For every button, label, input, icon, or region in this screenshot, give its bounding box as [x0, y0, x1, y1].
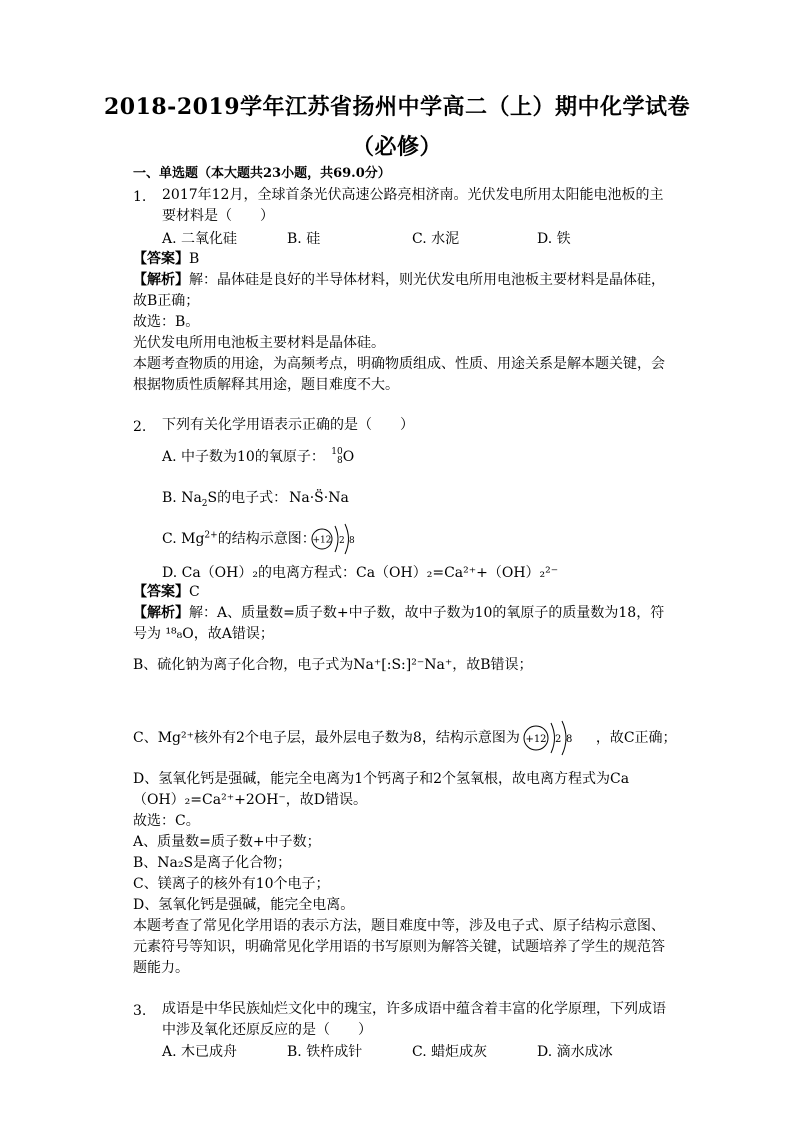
- answer-value: C: [189, 584, 200, 600]
- q2-summary-3: C、镁离子的核外有10个电子；: [133, 876, 330, 892]
- q1-analysis-line2: 故B正确；: [133, 293, 200, 309]
- q2-option-b: [162, 489, 349, 507]
- q2-option-c-sup: 2+: [204, 530, 218, 541]
- q1-number: 1.: [133, 189, 147, 205]
- q2-stem: 下列有关化学用语表示正确的是（ ）: [162, 417, 414, 433]
- shell-1-electrons: 2: [555, 734, 562, 745]
- q2-option-b-pre: B. Na: [162, 490, 202, 506]
- exam-title: 2018-2019学年江苏省扬州中学高二（上）期中化学试卷: [103, 94, 691, 120]
- q2-summary-2: B、Na₂S是离子化合物；: [133, 855, 292, 871]
- nucleus-charge: +12: [312, 535, 332, 546]
- answer-value: B: [189, 251, 200, 267]
- q3-option-d: D. 滴水成冰: [537, 1044, 613, 1060]
- analysis-tag: 【解析】: [133, 272, 189, 288]
- q1-stem-line1: 2017年12月，全球首条光伏高速公路亮相济南。光伏发电所用太阳能电池板的主: [162, 187, 664, 203]
- q2-option-c: [162, 530, 316, 548]
- q2-analysis-d-line1: D、氢氧化钙是强碱，能完全电离为1个钙离子和2个氢氧根，故电离方程式为Ca: [133, 771, 630, 787]
- q1-option-d: D. 铁: [537, 231, 571, 247]
- q1-option-b: B. 硅: [287, 231, 321, 247]
- q2-option-b-sub: 2: [201, 498, 208, 509]
- analysis-text: 解：A、质量数=质子数+中子数，故中子数为10的氧原子的质量数为18，符: [189, 605, 665, 621]
- q1-answer: [133, 250, 199, 268]
- q2-option-d: D. Ca（OH）₂的电离方程式：Ca（OH）₂=Ca²⁺+（OH）₂²⁻: [162, 565, 559, 581]
- q3-stem-line2: 中涉及氧化还原反应的是（ ）: [162, 1022, 372, 1038]
- analysis-b-pre: B、硫化钠为离子化合物，电子式为: [133, 657, 354, 673]
- analysis-b-post: ，故B错误；: [452, 657, 533, 673]
- na2s-electron-formula: Na⁺[:S:]²⁻Na⁺: [353, 657, 453, 673]
- q1-option-c: C. 水泥: [412, 231, 460, 247]
- q2-option-a-text: A. 中子数为10的氧原子：: [162, 449, 325, 465]
- analysis-c-pre: C、Mg²⁺核外有2个电子层，最外层电子数为8，结构示意图为: [133, 730, 520, 746]
- mg-ion-structure-diagram: [308, 522, 358, 556]
- q1-analysis-line4: 光伏发电所用电池板主要材料是晶体硅。: [133, 335, 385, 351]
- isotope-notation: [331, 448, 342, 466]
- q2-summary-4: D、氢氧化钙是强碱，能完全电离。: [133, 897, 355, 913]
- nucleus-charge: +12: [525, 734, 547, 745]
- q2-summary-7: 题能力。: [133, 960, 189, 976]
- q2-number: 2.: [133, 419, 147, 435]
- q2-option-a: [162, 448, 354, 466]
- q2-summary-0: 故选：C。: [133, 813, 200, 829]
- answer-tag: 【答案】: [133, 584, 189, 600]
- q3-stem-line1: 成语是中华民族灿烂文化中的瑰宝，许多成语中蕴含着丰富的化学原理，下列成语: [162, 1001, 666, 1017]
- q1-analysis-line1: [133, 271, 665, 289]
- q3-option-c: C. 蜡炬成灰: [412, 1044, 488, 1060]
- atomic-number: 8: [337, 456, 343, 466]
- q2-analysis-c: [133, 729, 677, 747]
- exam-subtitle: （必修）: [351, 134, 442, 160]
- q1-analysis-line5: 本题考查物质的用途，为高频考点，明确物质组成、性质、用途关系是解本题关键，会: [133, 356, 665, 372]
- q2-analysis-line2: 号为 ¹⁸₈O，故A错误；: [133, 626, 274, 642]
- q2-analysis-d-line2: （OH）₂=Ca²⁺+2OH⁻，故D错误。: [133, 792, 368, 808]
- q2-option-b-post: S的电子式：: [207, 490, 288, 506]
- electron-formula: Na·S̈·Na: [289, 490, 349, 506]
- q3-option-b: B. 铁杵成针: [287, 1044, 363, 1060]
- shell-2-electrons: 8: [566, 734, 573, 745]
- q2-option-c-post: 的结构示意图：: [217, 531, 316, 547]
- q2-analysis-b: [133, 656, 533, 674]
- element-symbol: O: [342, 449, 355, 465]
- analysis-text: 解：晶体硅是良好的半导体材料，则光伏发电所用电池板主要材料是晶体硅，: [189, 272, 665, 288]
- q1-option-a: A. 二氧化硅: [162, 231, 238, 247]
- q1-stem-line2: 要材料是（ ）: [162, 208, 274, 224]
- q3-number: 3.: [133, 1003, 147, 1019]
- q2-summary-6: 元素符号等知识，明确常见化学用语的书写原则为解答关键，试题培养了学生的规范答: [133, 939, 665, 955]
- q2-summary-1: A、质量数=质子数+中子数；: [133, 834, 321, 850]
- q2-analysis-line1: [133, 604, 664, 622]
- mg-ion-structure-diagram-analysis: [520, 719, 574, 757]
- q2-summary-5: 本题考查了常见化学用语的表示方法，题目难度中等，涉及电子式、原子结构示意图、: [133, 918, 665, 934]
- shell-1-electrons: 2: [339, 536, 345, 546]
- q2-option-c-pre: C. Mg: [162, 531, 205, 547]
- q3-option-a: A. 木已成舟: [162, 1044, 238, 1060]
- q2-answer: [133, 583, 200, 601]
- section-heading: 一、单选题（本大题共23小题，共69.0分）: [133, 166, 391, 181]
- analysis-c-post: ，故C正确；: [595, 730, 677, 746]
- q1-analysis-line3: 故选：B。: [133, 314, 200, 330]
- shell-2-electrons: 8: [349, 536, 355, 546]
- analysis-tag: 【解析】: [133, 605, 189, 621]
- mass-number: 10: [331, 447, 343, 457]
- q1-analysis-line6: 根据物质性质解释其用途，题目难度不大。: [133, 377, 399, 393]
- answer-tag: 【答案】: [133, 251, 189, 267]
